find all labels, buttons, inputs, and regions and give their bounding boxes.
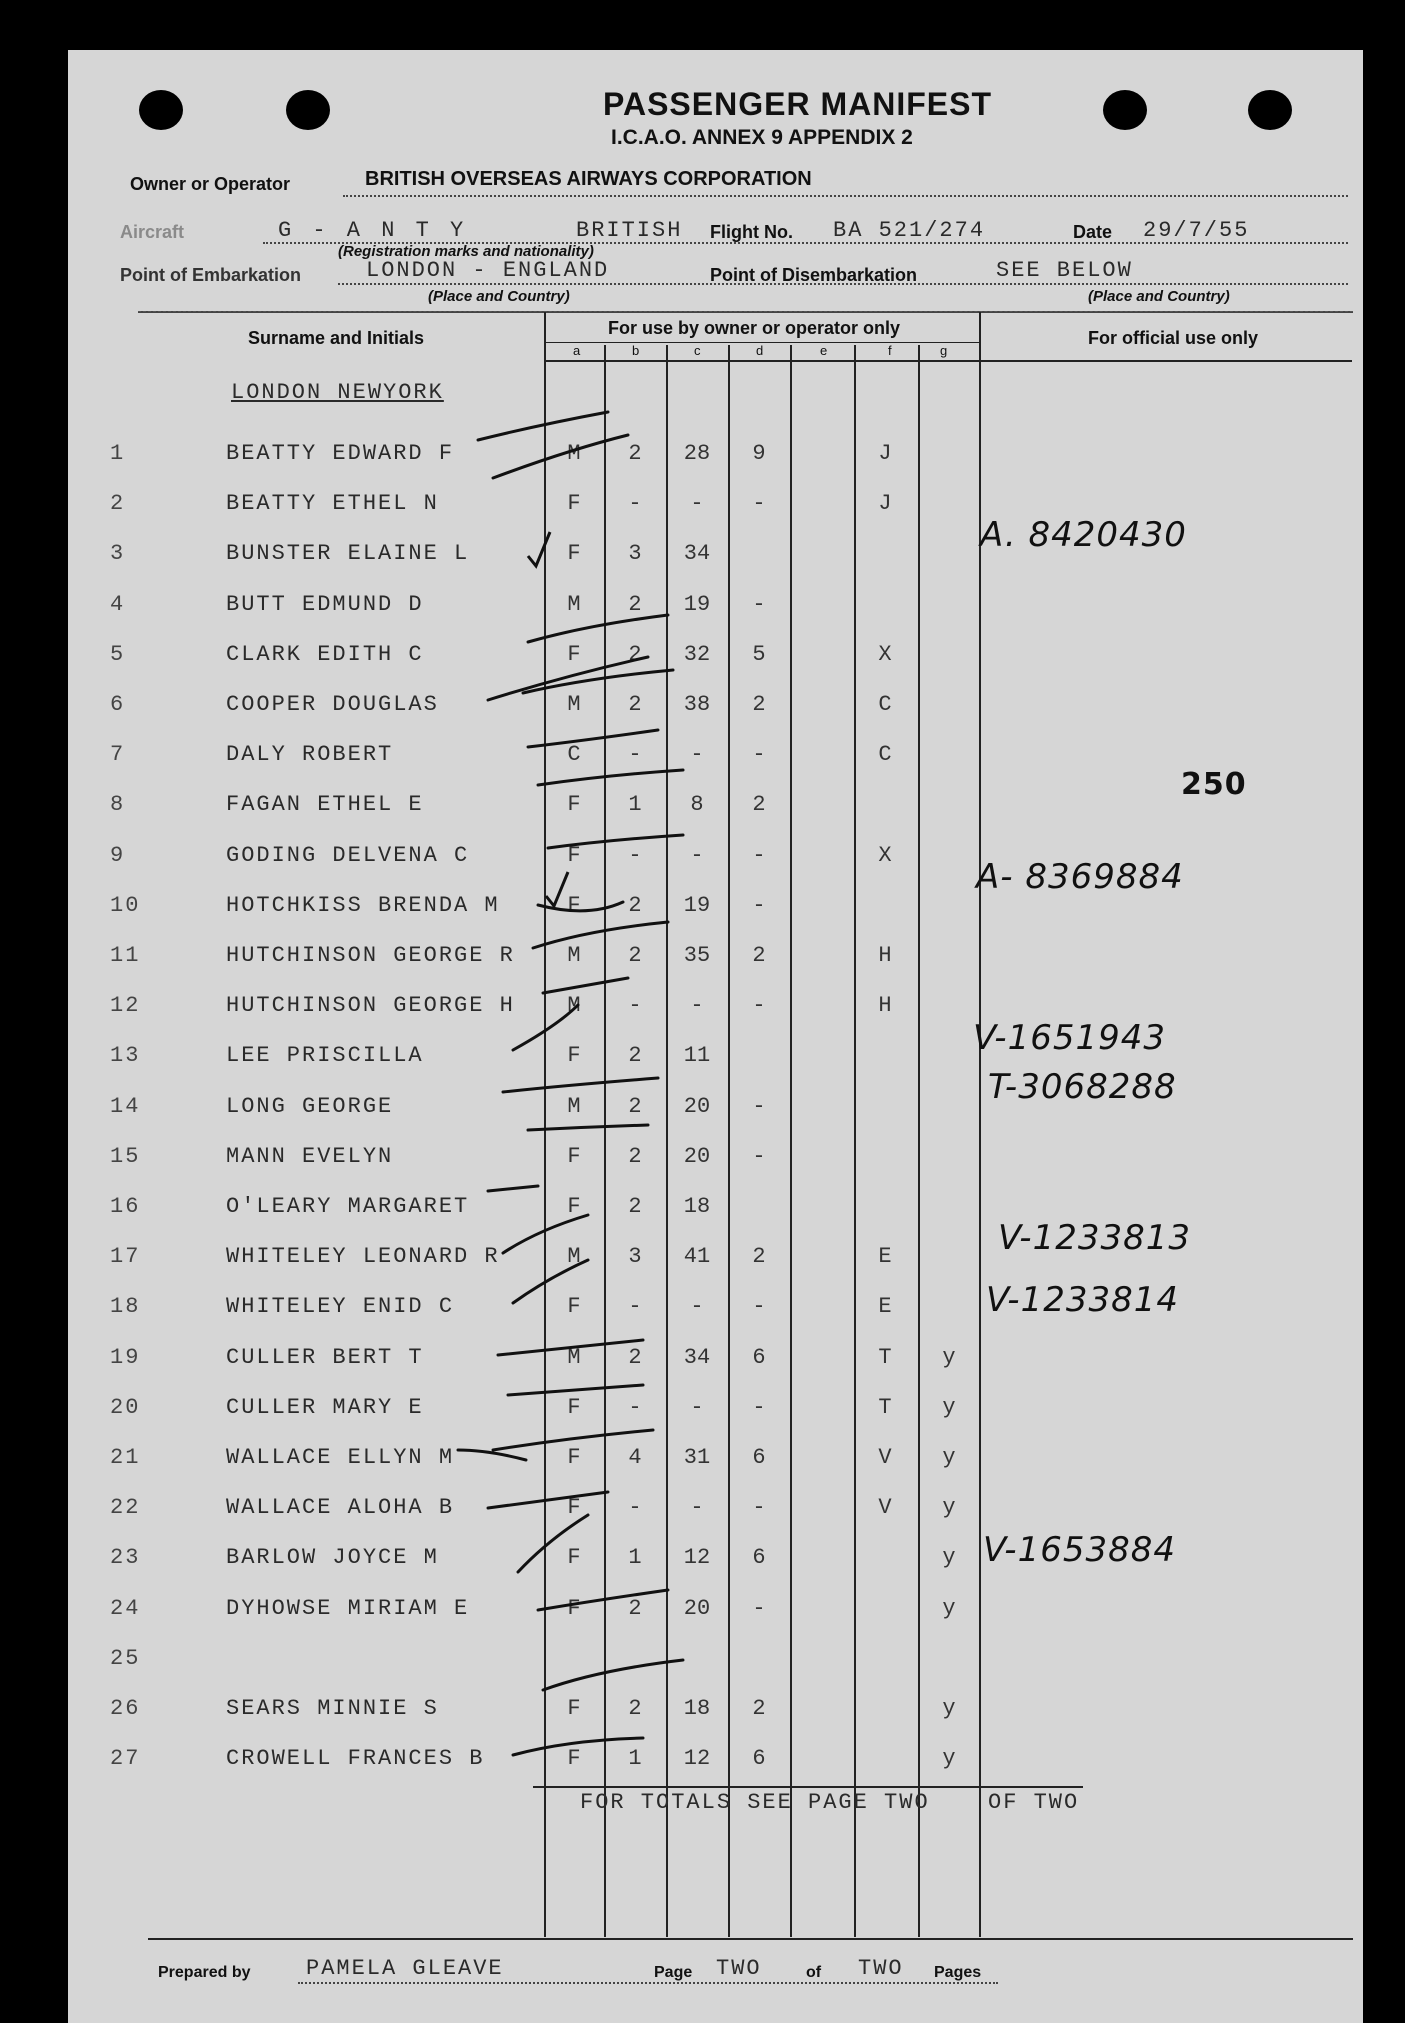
cell-a: M: [567, 441, 581, 466]
passenger-name: BEATTY ETHEL N: [226, 491, 439, 516]
cell-b: -: [628, 993, 642, 1018]
cell-b: 2: [628, 642, 642, 667]
cell-d: 2: [752, 1696, 766, 1721]
cell-a: M: [567, 1345, 581, 1370]
cell-b: -: [628, 1294, 642, 1319]
cell-a: F: [567, 1395, 581, 1420]
cell-d: 6: [752, 1345, 766, 1370]
row-number: 25: [110, 1646, 141, 1671]
row-number: 14: [110, 1094, 141, 1119]
cell-c: -: [690, 1294, 704, 1319]
prepared-value: PAMELA GLEAVE: [306, 1956, 504, 1981]
pen-stroke: [508, 1385, 643, 1395]
row-number: 2: [110, 491, 126, 516]
cell-a: F: [567, 491, 581, 516]
cell-d: 9: [752, 441, 766, 466]
passenger-name: MANN EVELYN: [226, 1144, 394, 1169]
cell-a: F: [567, 1545, 581, 1570]
row-number: 22: [110, 1495, 141, 1520]
cell-f: V: [878, 1445, 892, 1470]
row-number: 5: [110, 642, 126, 667]
nationality-value: BRITISH: [576, 218, 683, 243]
official-note: T-3068288: [988, 1067, 1177, 1107]
totals-rule: [533, 1786, 1083, 1788]
cell-a: F: [567, 541, 581, 566]
passenger-name: CULLER BERT T: [226, 1345, 424, 1370]
cell-b: 2: [628, 1596, 642, 1621]
pen-stroke: [528, 615, 668, 642]
cell-a: F: [567, 843, 581, 868]
cell-a: M: [567, 1094, 581, 1119]
cell-b: 2: [628, 1696, 642, 1721]
cell-c: 18: [683, 1194, 711, 1219]
cell-c: 28: [683, 441, 711, 466]
cell-c: -: [690, 491, 704, 516]
cell-a: F: [567, 1696, 581, 1721]
row-number: 24: [110, 1596, 141, 1621]
disembark-value: SEE BELOW: [996, 258, 1133, 283]
passenger-name: CULLER MARY E: [226, 1395, 424, 1420]
cell-d: 6: [752, 1746, 766, 1771]
cell-d: -: [752, 993, 766, 1018]
page-title: PASSENGER MANIFEST: [603, 86, 992, 122]
cell-f: E: [878, 1244, 892, 1269]
cell-c: 20: [683, 1596, 711, 1621]
cell-b: 2: [628, 1144, 642, 1169]
cell-b: 2: [628, 1043, 642, 1068]
cell-c: -: [690, 993, 704, 1018]
cell-f: V: [878, 1495, 892, 1520]
cell-c: 34: [683, 541, 711, 566]
page-label: Page: [654, 1964, 693, 1981]
cell-c: 11: [683, 1043, 711, 1068]
cell-b: 2: [628, 943, 642, 968]
column-line: [854, 345, 856, 1937]
flight-value: BA 521/274: [833, 218, 986, 243]
row-number: 9: [110, 843, 126, 868]
row-number: 3: [110, 541, 126, 566]
cell-f: H: [878, 993, 892, 1018]
cell-b: 2: [628, 592, 642, 617]
subcol-g: g: [940, 343, 948, 358]
official-note: V-1653884: [983, 1530, 1176, 1570]
owner-dotted-line: [343, 195, 1348, 197]
cell-f: T: [878, 1395, 892, 1420]
cell-d: -: [752, 843, 766, 868]
passenger-name: SEARS MINNIE S: [226, 1696, 439, 1721]
cell-a: C: [567, 742, 581, 767]
registration-value: G - A N T Y: [278, 218, 468, 243]
cell-f: J: [878, 441, 892, 466]
aircraft-label: Aircraft: [120, 222, 185, 242]
cell-f: J: [878, 491, 892, 516]
column-line: [918, 345, 920, 1937]
official-note: V-1651943: [973, 1018, 1166, 1058]
passenger-name: O'LEARY MARGARET: [226, 1194, 470, 1219]
pen-stroke: [538, 770, 683, 785]
row-number: 4: [110, 592, 126, 617]
cell-f: C: [878, 742, 892, 767]
cell-c: 32: [683, 642, 711, 667]
cell-c: 20: [683, 1094, 711, 1119]
passenger-name: HUTCHINSON GEORGE R: [226, 943, 515, 968]
cell-f: E: [878, 1294, 892, 1319]
column-line: [604, 345, 606, 1937]
cell-d: 2: [752, 943, 766, 968]
official-note: V-1233814: [986, 1280, 1179, 1320]
pen-stroke: [528, 1125, 648, 1130]
passenger-name: WALLACE ALOHA B: [226, 1495, 455, 1520]
cell-d: 2: [752, 792, 766, 817]
cell-b: 2: [628, 441, 642, 466]
cell-d: -: [752, 893, 766, 918]
embark-value: LONDON - ENGLAND: [366, 258, 610, 283]
cell-c: 12: [683, 1746, 711, 1771]
cell-a: F: [567, 1144, 581, 1169]
operator-column-header: For use by owner or operator only: [608, 318, 901, 338]
cell-c: 20: [683, 1144, 711, 1169]
place-note-left: (Place and Country): [428, 288, 570, 305]
owner-label: Owner or Operator: [130, 174, 291, 194]
cell-b: 3: [628, 1244, 642, 1269]
cell-d: -: [752, 491, 766, 516]
check-mark-icon: [528, 532, 550, 566]
page-value: TWO: [716, 1956, 762, 1981]
flight-label: Flight No.: [710, 222, 793, 242]
column-line: [666, 345, 668, 1937]
pen-stroke: [478, 412, 608, 440]
cell-c: -: [690, 843, 704, 868]
passenger-name: WHITELEY ENID C: [226, 1294, 455, 1319]
footer-dotted-line: [298, 1982, 998, 1984]
cell-a: M: [567, 943, 581, 968]
place-note-right: (Place and Country): [1088, 288, 1230, 305]
passenger-name: WHITELEY LEONARD R: [226, 1244, 500, 1269]
cell-f: T: [878, 1345, 892, 1370]
disembark-label: Point of Disembarkation: [710, 265, 918, 285]
row-number: 20: [110, 1395, 141, 1420]
cell-a: M: [567, 993, 581, 1018]
cell-a: F: [567, 792, 581, 817]
cell-a: F: [567, 1445, 581, 1470]
pen-stroke: [503, 1078, 658, 1092]
page-subtitle: I.C.A.O. ANNEX 9 APPENDIX 2: [611, 126, 913, 149]
subcol-a: a: [573, 343, 581, 358]
date-label: Date: [1073, 222, 1113, 242]
cell-d: -: [752, 1495, 766, 1520]
cell-d: 6: [752, 1445, 766, 1470]
passenger-name: HUTCHINSON GEORGE H: [226, 993, 515, 1018]
cell-c: 19: [683, 893, 711, 918]
subcol-b: b: [632, 343, 640, 358]
cell-b: 1: [628, 1746, 642, 1771]
cell-c: 19: [683, 592, 711, 617]
of-value: TWO: [858, 1956, 904, 1981]
cell-b: 2: [628, 1194, 642, 1219]
cell-d: -: [752, 1144, 766, 1169]
cell-c: 8: [690, 792, 704, 817]
official-column-header: For official use only: [1088, 328, 1259, 348]
passenger-name: COOPER DOUGLAS: [226, 692, 439, 717]
punch-hole: [1248, 90, 1292, 130]
pages-label: Pages: [934, 1964, 982, 1981]
pen-stroke: [488, 1186, 538, 1191]
cell-d: 2: [752, 1244, 766, 1269]
row-number: 6: [110, 692, 126, 717]
cell-a: M: [567, 592, 581, 617]
aircraft-dotted-line: [263, 242, 1348, 244]
cell-a: F: [567, 1043, 581, 1068]
cell-d: -: [752, 1294, 766, 1319]
row-number: 27: [110, 1746, 141, 1771]
passenger-name: DYHOWSE MIRIAM E: [226, 1596, 470, 1621]
passenger-name: CROWELL FRANCES B: [226, 1746, 485, 1771]
passenger-name: BUTT EDMUND D: [226, 592, 424, 617]
pen-stroke: [543, 1660, 683, 1690]
name-column-header: Surname and Initials: [248, 328, 425, 348]
route-heading: LONDON NEWYORK: [231, 380, 444, 405]
of-label: of: [806, 1964, 822, 1981]
embark-dotted-line: [338, 283, 1348, 285]
column-line: [790, 345, 792, 1937]
cell-a: F: [567, 893, 581, 918]
subcol-e: e: [820, 343, 828, 358]
passenger-name: LEE PRISCILLA: [226, 1043, 424, 1068]
cell-a: F: [567, 642, 581, 667]
cell-a: F: [567, 1495, 581, 1520]
cell-b: -: [628, 1395, 642, 1420]
passenger-name: BARLOW JOYCE M: [226, 1545, 439, 1570]
cell-d: -: [752, 592, 766, 617]
row-number: 26: [110, 1696, 141, 1721]
cell-g: y: [942, 1445, 956, 1470]
cell-a: F: [567, 1596, 581, 1621]
cell-b: 1: [628, 1545, 642, 1570]
embark-label: Point of Embarkation: [120, 265, 302, 285]
column-line: [979, 312, 981, 1937]
cell-f: X: [878, 843, 892, 868]
cell-b: 2: [628, 692, 642, 717]
cell-b: -: [628, 843, 642, 868]
cell-a: M: [567, 692, 581, 717]
totals-note-right: OF TWO: [988, 1790, 1080, 1815]
passenger-name: FAGAN ETHEL E: [226, 792, 424, 817]
cell-f: X: [878, 642, 892, 667]
header-top-rule: [138, 311, 1353, 313]
cell-b: 2: [628, 1094, 642, 1119]
cell-d: 2: [752, 692, 766, 717]
cell-c: -: [690, 1495, 704, 1520]
subcol-c: c: [694, 343, 701, 358]
official-note: 250: [1181, 767, 1247, 802]
cell-a: F: [567, 1746, 581, 1771]
cell-c: 35: [683, 943, 711, 968]
cell-g: y: [942, 1545, 956, 1570]
row-number: 12: [110, 993, 141, 1018]
cell-c: 18: [683, 1696, 711, 1721]
row-number: 10: [110, 893, 141, 918]
column-line: [728, 345, 730, 1937]
registration-note: (Registration marks and nationality): [338, 243, 594, 260]
cell-a: F: [567, 1194, 581, 1219]
official-note: V-1233813: [998, 1218, 1191, 1258]
cell-d: -: [752, 1094, 766, 1119]
prepared-label: Prepared by: [158, 1964, 251, 1981]
cell-b: -: [628, 1495, 642, 1520]
cell-g: y: [942, 1395, 956, 1420]
totals-note: FOR TOTALS SEE PAGE TWO: [580, 1790, 930, 1815]
official-note: A- 8369884: [976, 857, 1184, 897]
row-number: 15: [110, 1144, 141, 1169]
cell-c: 34: [683, 1345, 711, 1370]
cell-d: -: [752, 1395, 766, 1420]
cell-a: F: [567, 1294, 581, 1319]
row-number: 13: [110, 1043, 141, 1068]
cell-d: -: [752, 742, 766, 767]
cell-c: 38: [683, 692, 711, 717]
cell-g: y: [942, 1596, 956, 1621]
cell-g: y: [942, 1345, 956, 1370]
passenger-name: DALY ROBERT: [226, 742, 394, 767]
passenger-name: GODING DELVENA C: [226, 843, 470, 868]
passenger-name: LONG GEORGE: [226, 1094, 394, 1119]
date-value: 29/7/55: [1143, 218, 1250, 243]
passenger-name: BUNSTER ELAINE L: [226, 541, 470, 566]
passenger-name: WALLACE ELLYN M: [226, 1445, 455, 1470]
official-note: A. 8420430: [980, 515, 1187, 555]
cell-d: 6: [752, 1545, 766, 1570]
row-number: 7: [110, 742, 126, 767]
cell-c: -: [690, 1395, 704, 1420]
row-number: 18: [110, 1294, 141, 1319]
owner-value: BRITISH OVERSEAS AIRWAYS CORPORATION: [365, 168, 812, 190]
row-number: 8: [110, 792, 126, 817]
punch-hole: [1103, 90, 1147, 130]
cell-g: y: [942, 1746, 956, 1771]
cell-b: 3: [628, 541, 642, 566]
punch-hole: [139, 90, 183, 130]
row-number: 23: [110, 1545, 141, 1570]
cell-d: -: [752, 1596, 766, 1621]
row-number: 16: [110, 1194, 141, 1219]
cell-g: y: [942, 1696, 956, 1721]
row-number: 1: [110, 441, 126, 466]
footer-rule: [148, 1938, 1353, 1940]
cell-f: C: [878, 692, 892, 717]
cell-g: y: [942, 1495, 956, 1520]
cell-b: 2: [628, 893, 642, 918]
cell-c: 12: [683, 1545, 711, 1570]
row-number: 11: [110, 943, 141, 968]
cell-b: -: [628, 491, 642, 516]
row-number: 19: [110, 1345, 141, 1370]
column-line: [544, 312, 546, 1937]
passenger-name: CLARK EDITH C: [226, 642, 424, 667]
manifest-sheet: [68, 50, 1363, 2023]
cell-b: 1: [628, 792, 642, 817]
cell-b: -: [628, 742, 642, 767]
cell-c: 31: [683, 1445, 711, 1470]
cell-c: 41: [683, 1244, 711, 1269]
cell-b: 4: [628, 1445, 642, 1470]
pen-stroke: [543, 978, 628, 993]
pen-stroke: [458, 1450, 526, 1460]
cell-d: 5: [752, 642, 766, 667]
punch-hole: [286, 90, 330, 130]
cell-c: -: [690, 742, 704, 767]
row-number: 17: [110, 1244, 141, 1269]
row-number: 21: [110, 1445, 141, 1470]
cell-a: M: [567, 1244, 581, 1269]
subcol-d: d: [756, 343, 764, 358]
cell-f: H: [878, 943, 892, 968]
cell-b: 2: [628, 1345, 642, 1370]
subcol-f: f: [888, 343, 892, 358]
passenger-name: BEATTY EDWARD F: [226, 441, 455, 466]
passenger-name: HOTCHKISS BRENDA M: [226, 893, 500, 918]
